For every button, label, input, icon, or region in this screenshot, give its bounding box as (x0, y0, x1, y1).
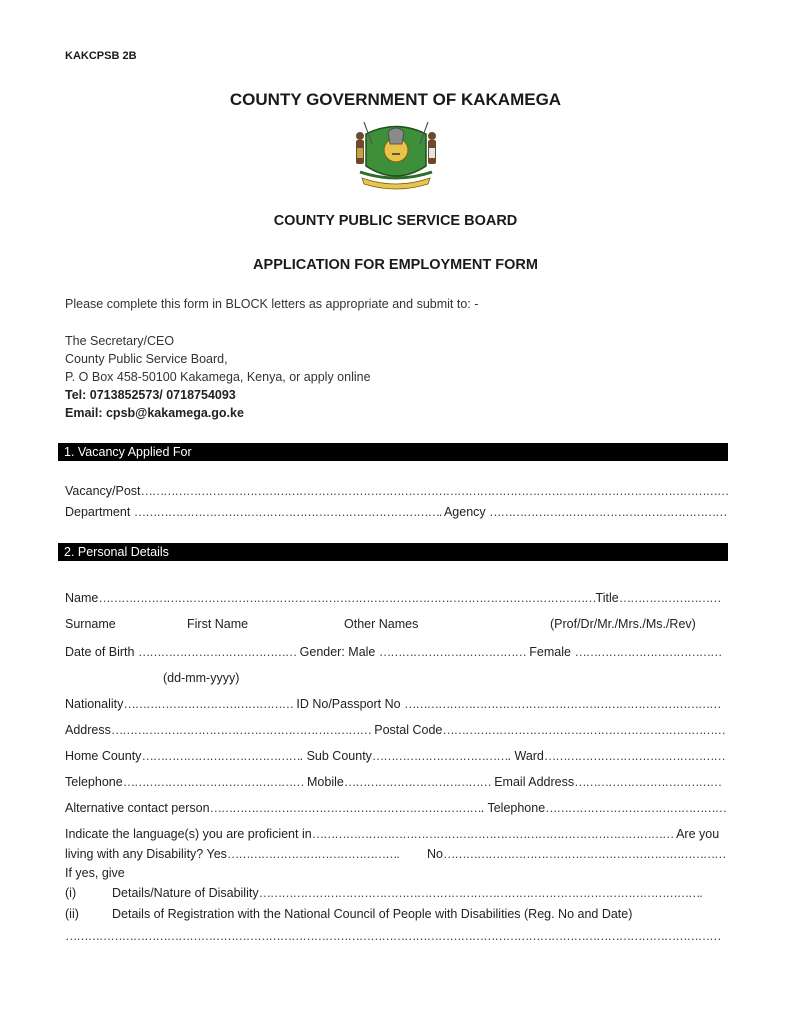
disability-no-label: No (427, 847, 443, 861)
nationality-label: Nationality (65, 697, 124, 711)
alt-telephone-label: Telephone (487, 801, 546, 815)
item-ii-number: (ii) (65, 907, 79, 921)
disability-details-field[interactable] (112, 886, 702, 900)
board-heading: COUNTY PUBLIC SERVICE BOARD (273, 213, 518, 229)
phone-email-field[interactable] (65, 775, 721, 789)
dob-gender-field[interactable] (65, 645, 721, 659)
item-i-number: (i) (65, 886, 77, 900)
disability-no-field[interactable] (427, 847, 726, 861)
are-you-label: Are you (676, 827, 720, 841)
vacancy-post-blank[interactable]: ………………………………………………………………………………………………………………………………………… (140, 484, 729, 498)
registration-details-label: Details of Registration with the National Council of People with Disabilities (Reg. No and Date) (112, 907, 633, 921)
address-line-1: The Secretary/CEO (65, 334, 175, 348)
first-name-label: First Name (187, 617, 249, 631)
form-heading: APPLICATION FOR EMPLOYMENT FORM (253, 257, 538, 273)
if-yes-label: If yes, give (65, 866, 125, 880)
ward-label: Ward (514, 749, 544, 763)
email-address-blank[interactable]: ………………………………… (574, 775, 722, 789)
section-vacancy-header: 1. Vacancy Applied For (58, 443, 728, 461)
disability-details-label: Details/Nature of Disability (112, 886, 259, 900)
title-blank[interactable]: ……………………… (618, 591, 721, 605)
languages-field[interactable] (65, 827, 719, 841)
surname-label: Surname (65, 617, 116, 631)
ward-blank[interactable]: ………………………………………… (543, 749, 725, 763)
instructions-text: Please complete this form in BLOCK letters as appropriate and submit to: - (65, 297, 479, 311)
vacancy-post-field[interactable] (65, 484, 728, 498)
address-line-3: P. O Box 458-50100 Kakamega, Kenya, or apply online (65, 370, 371, 384)
sub-county-blank[interactable]: ……………………………… (371, 749, 508, 763)
address-blank[interactable]: …………………………………………………………… (110, 723, 371, 737)
dob-blank[interactable]: …………………………………… (137, 645, 297, 659)
address-label: Address (65, 723, 111, 737)
title-label: Title (595, 591, 619, 605)
disability-field[interactable] (65, 847, 399, 861)
disability-no-blank[interactable]: ………………………………………………………………… (442, 847, 726, 861)
alt-contact-label: Alternative contact person (65, 801, 210, 815)
postal-code-blank[interactable]: ………………………………………………………………… (442, 723, 725, 737)
id-passport-blank[interactable]: ………………………………………………………………………… (404, 697, 721, 711)
mobile-label: Mobile (307, 775, 344, 789)
nationality-id-field[interactable] (65, 697, 720, 711)
gender-male-label: Gender: Male (299, 645, 376, 659)
department-agency-field[interactable] (65, 505, 726, 519)
disability-details-blank[interactable]: ………………………………………………………………………………………………………. (258, 886, 702, 900)
female-label: Female (529, 645, 571, 659)
department-label: Department (65, 505, 131, 519)
email-address-label: Email Address (494, 775, 575, 789)
postal-code-label: Postal Code (374, 723, 443, 737)
county-ward-field[interactable]: Home County……………………………………. Sub County………………………………. Ward………………………………………… (65, 749, 725, 763)
contact-telephone: Tel: 0713852573/ 0718754093 (65, 388, 236, 402)
address-line-2: County Public Service Board, (65, 352, 228, 366)
home-county-blank[interactable]: …………………………………… (141, 749, 300, 763)
nationality-blank[interactable]: ……………………………………… (123, 697, 293, 711)
address-postal-field[interactable] (65, 723, 725, 737)
title-options-label: (Prof/Dr/Mr./Mrs./Ms./Rev) (550, 617, 696, 631)
registration-details-blank[interactable]: ………………………………………………………………………………………………………………………………………………………… (65, 929, 721, 943)
dob-label: Date of Birth (65, 645, 135, 659)
male-blank[interactable]: ………………………………… (378, 645, 526, 659)
form-code: KAKCPSB 2B (65, 50, 137, 62)
county-crest-logo (346, 114, 446, 194)
name-label: Name (65, 591, 99, 605)
section-personal-header: 2. Personal Details (58, 543, 728, 561)
telephone-blank[interactable]: ………………………………………… (122, 775, 304, 789)
female-blank[interactable]: ………………………………… (574, 645, 722, 659)
languages-label: Indicate the language(s) you are proficient in (65, 827, 312, 841)
date-format-hint: (dd-mm-yyyy) (163, 671, 240, 685)
disability-yes-blank[interactable]: ………………………………………. (226, 847, 399, 861)
agency-label: Agency (443, 505, 486, 519)
alternative-contact-field[interactable]: Alternative contact person………………………………………………………………. Telephone………………………………………… (65, 801, 726, 815)
name-field[interactable] (65, 591, 720, 605)
other-names-label: Other Names (344, 617, 419, 631)
agency-blank[interactable]: ……………………………………………………… (489, 505, 727, 519)
name-blank[interactable]: …………………………………………………………………………………………………………………… (98, 591, 596, 605)
contact-email: Email: cpsb@kakamega.go.ke (65, 406, 244, 420)
department-blank[interactable]: ………………………………………………………………………. (133, 505, 442, 519)
languages-blank[interactable]: …………………………………………………………………………………… (311, 827, 674, 841)
alt-telephone-blank[interactable]: ………………………………………… (545, 801, 726, 815)
mobile-blank[interactable]: ………………………………… (343, 775, 491, 789)
home-county-label: Home County (65, 749, 142, 763)
vacancy-post-label: Vacancy/Post (65, 484, 141, 498)
page-title: COUNTY GOVERNMENT OF KAKAMEGA (229, 90, 562, 109)
disability-yes-label: living with any Disability? Yes (65, 847, 227, 861)
sub-county-label: Sub County (306, 749, 372, 763)
alt-contact-blank[interactable]: ……………………………………………………………… (209, 801, 481, 815)
telephone-label: Telephone (65, 775, 123, 789)
id-passport-label: ID No/Passport No (296, 697, 401, 711)
